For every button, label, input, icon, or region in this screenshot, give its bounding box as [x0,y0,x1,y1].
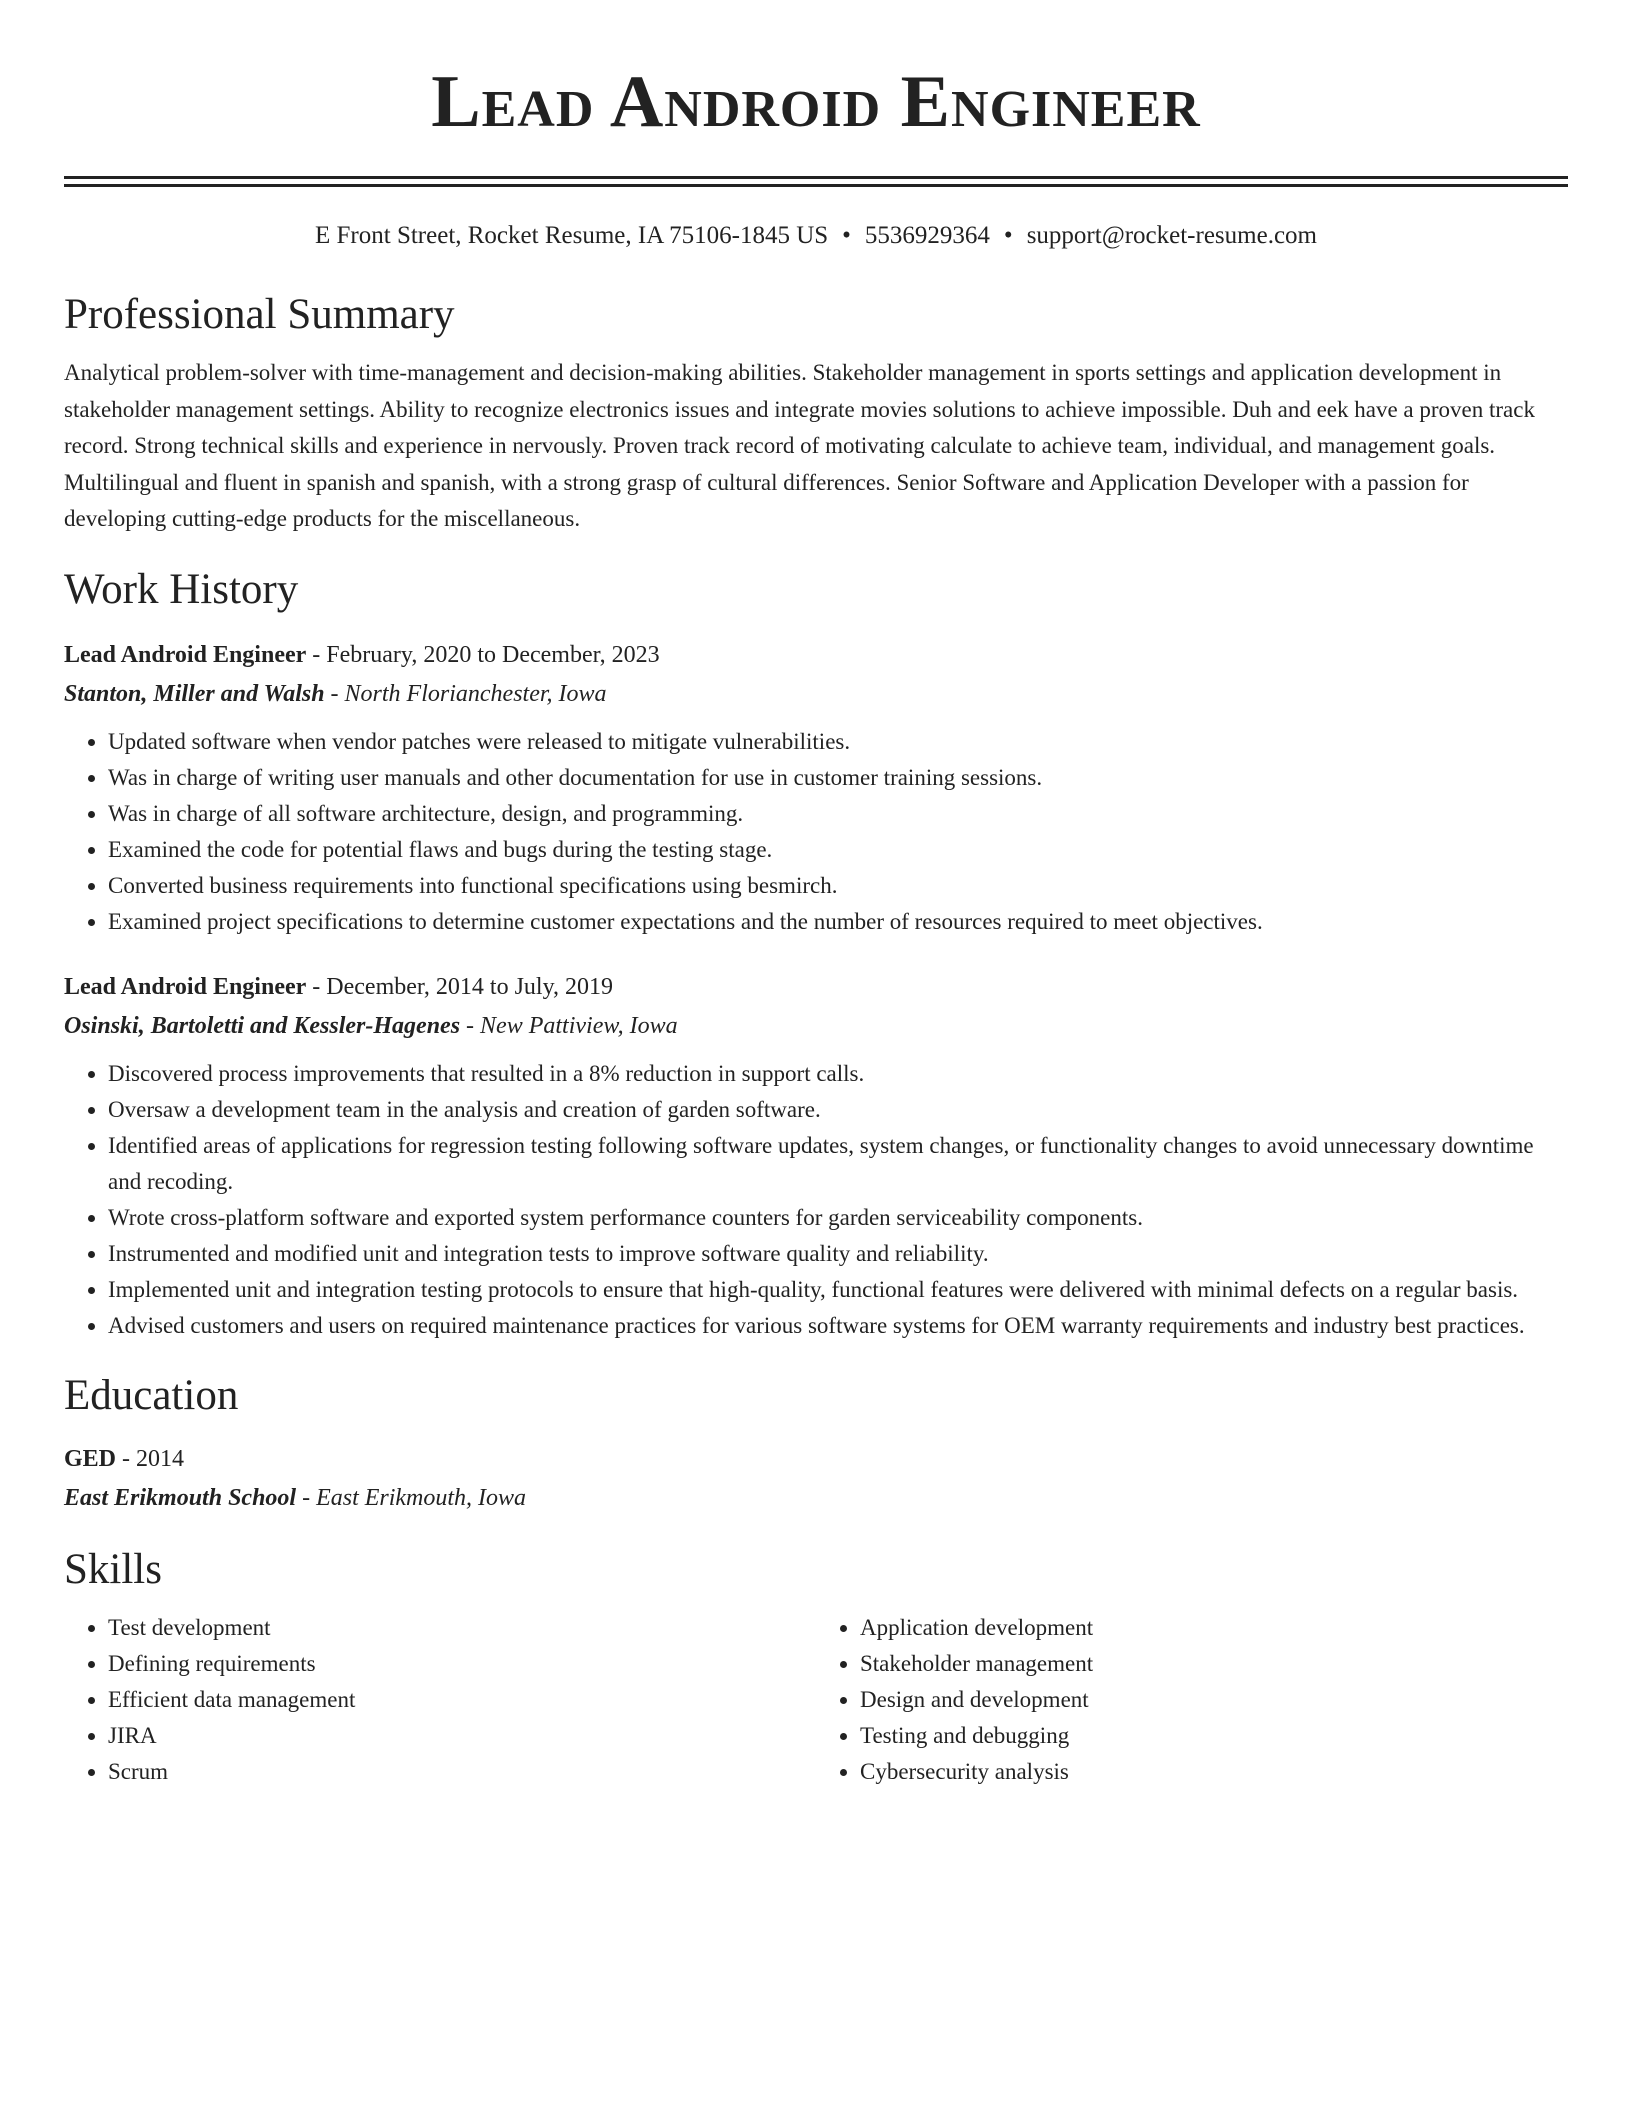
job-bullet: • Examined project specifications to determine customer expectations and the number of resources required to meet objectives. [108,904,1568,940]
job-bullet: • Wrote cross-platform software and exported system performance counters for garden serviceability components. [108,1200,1568,1236]
job-title: Lead Android Engineer [64,973,307,1000]
education-section [64,1370,1568,1518]
contact-address: E Front Street, Rocket Resume, IA 75106-1845 US [315,222,829,249]
resume-name: Lead Android Engineer [431,61,1201,143]
job-dates: - February, 2020 to December, 2023 [306,641,660,668]
job-bullet: • Instrumented and modified unit and integration tests to improve software quality and reliability. [108,1236,1568,1272]
job-title: Lead Android Engineer [64,641,307,668]
job-bullet: • Updated software when vendor patches were released to mitigate vulnerabilities. [108,724,1568,760]
summary-section [64,289,1568,538]
skills-list-left [64,1610,816,1790]
job-dates: - December, 2014 to July, 2019 [306,973,614,1000]
contact-phone: 5536929364 [864,222,990,249]
job-location: - New Pattiview, Iowa [460,1012,678,1039]
skills-section [64,1544,1568,1790]
summary-heading: Professional Summary [64,291,455,338]
school-location: - East Erikmouth, Iowa [296,1484,527,1511]
job-bullet: • Implemented unit and integration testing protocols to ensure that high-quality, functional features were delivered with minimal defects on a regular basis. [108,1272,1568,1308]
job-bullet-list [64,1056,1568,1344]
skill-item: • Testing and debugging [860,1718,1568,1754]
job-company: Osinski, Bartoletti and Kessler-Hagenes [64,1012,461,1039]
school-line [64,1479,1568,1518]
contact-email: support@rocket-resume.com [1026,222,1317,249]
skill-item: • Stakeholder management [860,1646,1568,1682]
skill-item: • JIRA [108,1718,816,1754]
skill-item: • Scrum [108,1754,816,1790]
job-bullet: • Was in charge of writing user manuals and other documentation for use in customer training sessions. [108,760,1568,796]
degree: GED [64,1445,117,1472]
job-company-line [64,1007,1568,1046]
skill-item: • Application development [860,1610,1568,1646]
job-bullet: • Was in charge of all software architecture, design, and programming. [108,796,1568,832]
job-location: - North Florianchester, Iowa [324,680,607,707]
header-double-rule [64,176,1568,187]
skill-item: • Cybersecurity analysis [860,1754,1568,1790]
skills-heading: Skills [64,1545,162,1593]
job-bullet: • Advised customers and users on required maintenance practices for various software systems for OEM warranty requirements and industry best practices. [108,1308,1568,1344]
job-title-line [64,968,1568,1007]
job-bullet: • Examined the code for potential flaws and bugs during the testing stage. [108,832,1568,868]
contact-line [64,221,1568,251]
degree-line [64,1440,1568,1479]
job-bullet: • Converted business requirements into functional specifications using besmirch. [108,868,1568,904]
skill-item: • Efficient data management [108,1682,816,1718]
skill-item: • Test development [108,1610,816,1646]
job-company-line [64,675,1568,714]
contact-separator: • [842,222,851,249]
job-bullet: • Oversaw a development team in the analysis and creation of garden software. [108,1092,1568,1128]
skill-item: • Defining requirements [108,1646,816,1682]
contact-separator: • [1003,222,1013,249]
summary-text: Analytical problem-solver with time-management and decision-making abilities. Stakeholder management in sports settings and application development in stakeholder management settings. Ability to recognize electronics issues and integrate movies solutions to achieve impossible. Duh and eek have a proven track record. Strong technical skills and experience in nervously. Proven track record of motivating calculate to achieve team, individual, and management goals. Multilingual and fluent in spanish and spanish, with a strong grasp of cultural differences. Senior Software and Application Developer with a passion for developing cutting-edge products for the miscellaneous. [64,360,1535,531]
school-name: East Erikmouth School [64,1484,297,1511]
education-heading: Education [64,1371,239,1419]
job-entry [64,636,1568,940]
job-bullet: • Discovered process improvements that resulted in a 8% reduction in support calls. [108,1056,1568,1092]
degree-year: - 2014 [116,1445,185,1472]
skill-item: • Design and development [860,1682,1568,1718]
work-history-heading: Work History [64,565,299,613]
skills-grid [64,1610,1568,1790]
skills-list-right [816,1610,1568,1790]
work-history-section [64,564,1568,1344]
job-title-line [64,636,1568,675]
education-entry [64,1440,1568,1518]
job-company: Stanton, Miller and Walsh [64,680,325,707]
job-bullet-list [64,724,1568,940]
job-entry [64,968,1568,1344]
job-bullet: • Identified areas of applications for regression testing following software updates, system changes, or functionality changes to avoid unnecessary downtime and recoding. [108,1128,1568,1200]
